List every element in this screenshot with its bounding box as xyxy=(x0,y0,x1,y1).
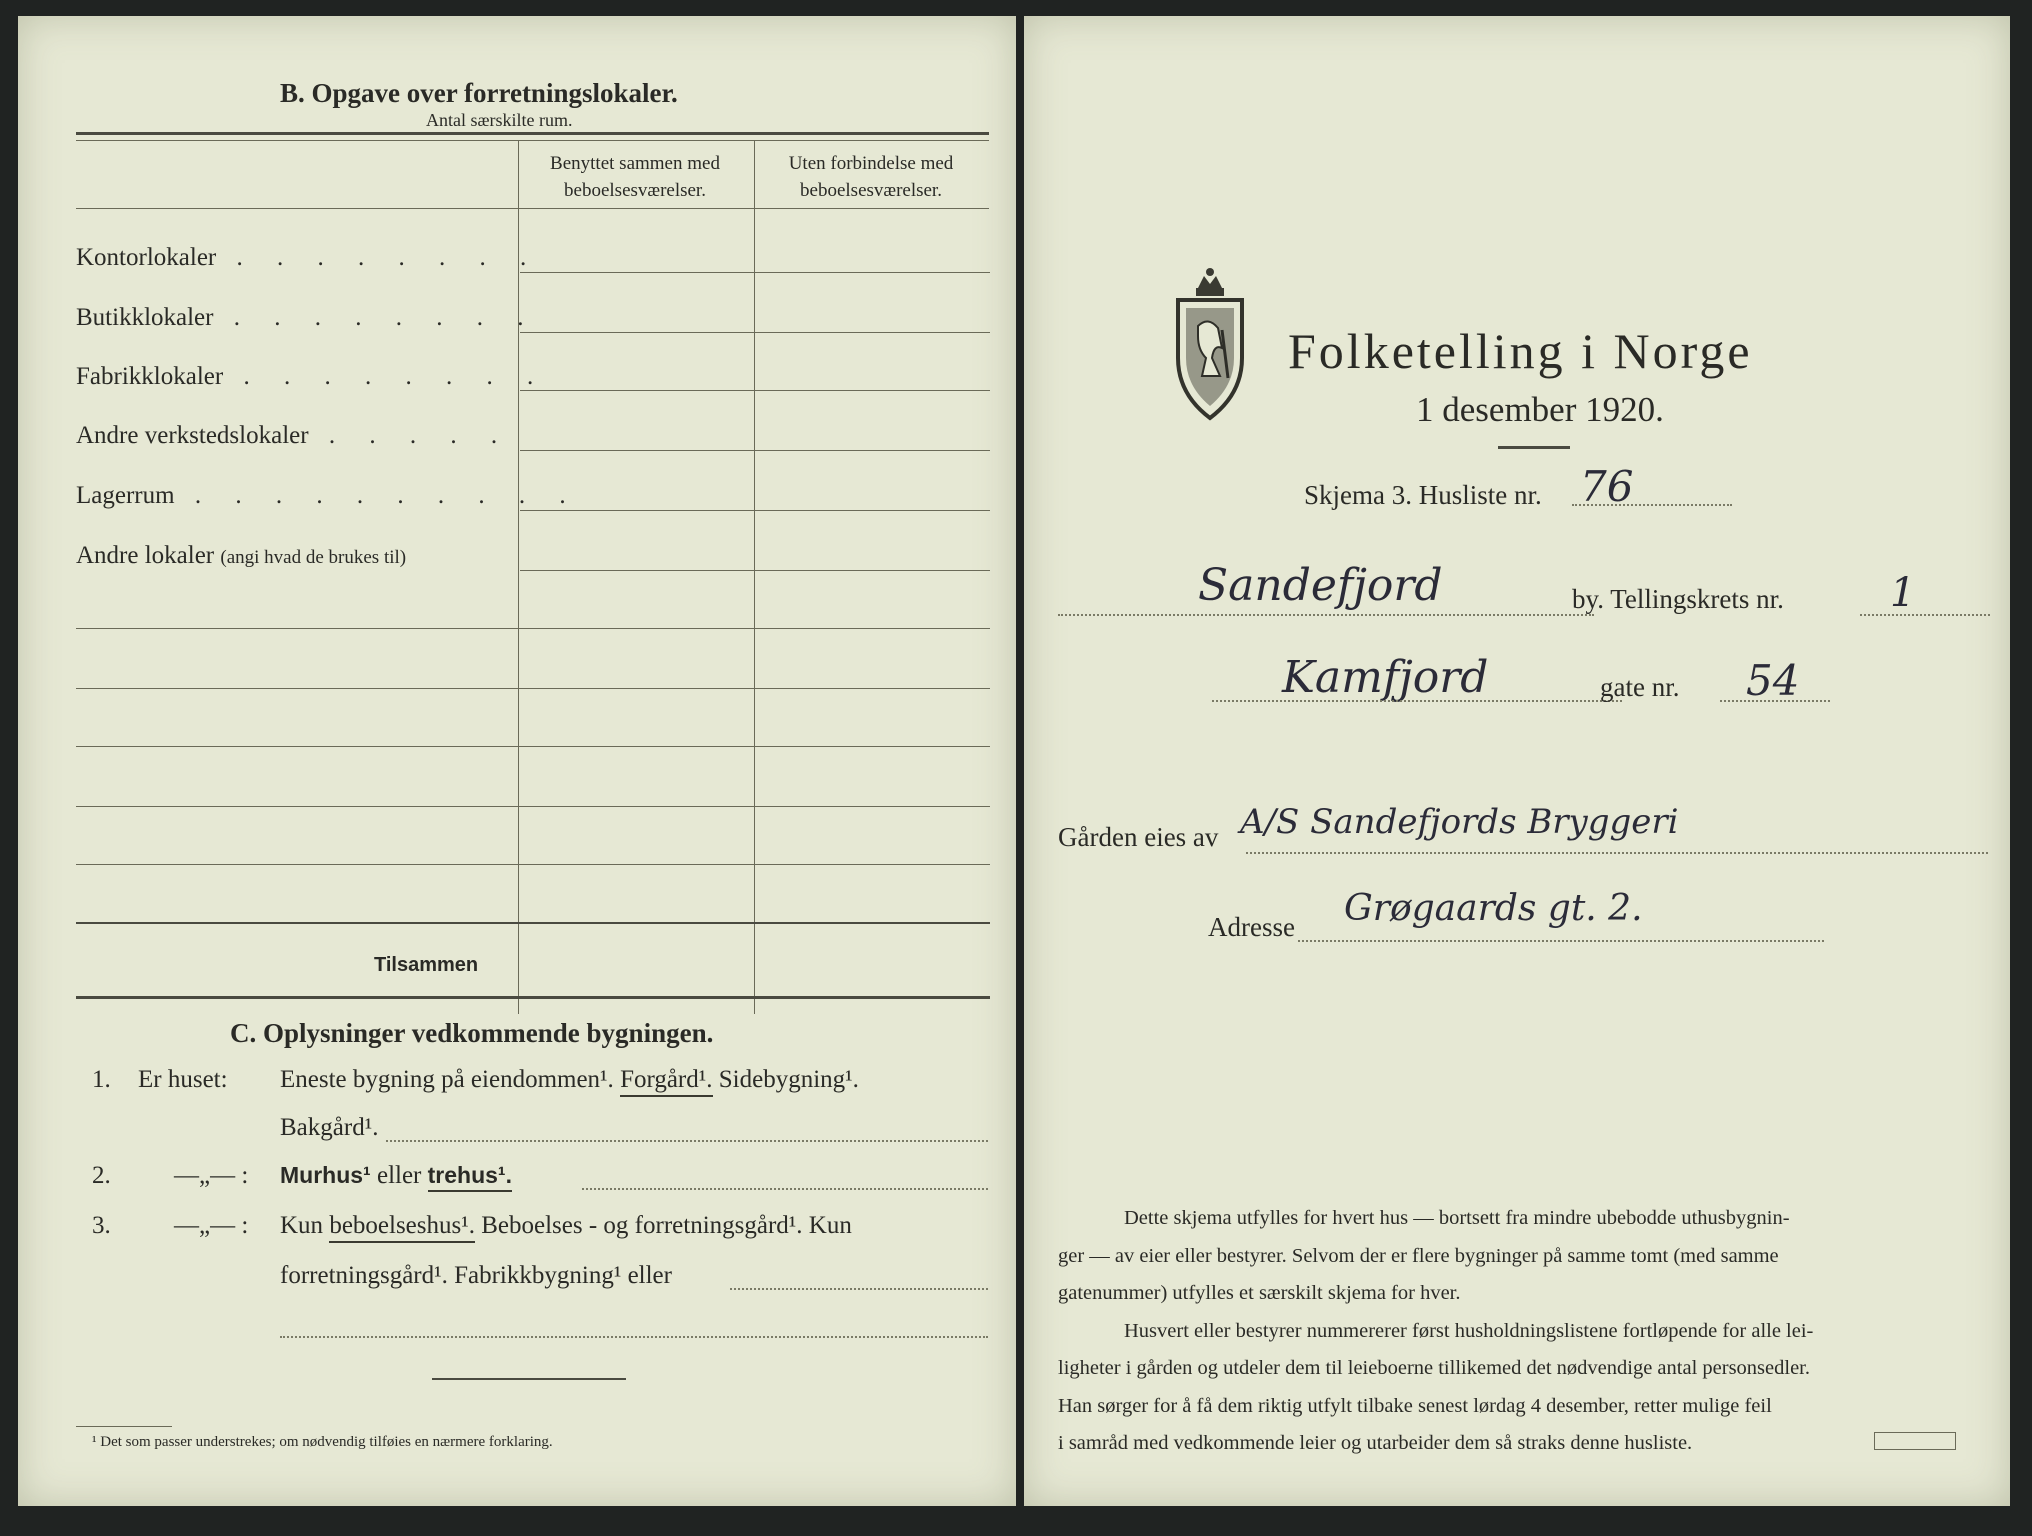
row-rule xyxy=(76,688,990,689)
row-label-verkstedslokaler: Andre verkstedslokaler . . . . . xyxy=(76,422,512,449)
row-rule xyxy=(520,332,990,333)
address-line xyxy=(1298,940,1824,942)
q2-or: eller xyxy=(376,1162,422,1189)
q2-number: 2. xyxy=(92,1162,111,1189)
row-label-andre-lokaler: Andre lokaler (angi hvad de brukes til) xyxy=(76,542,407,569)
gate-line xyxy=(1720,700,1830,702)
column-header-with-dwelling xyxy=(518,150,752,204)
footnote: ¹ Det som passer understrekes; om nødvendig tilføies en nærmere forklaring. xyxy=(92,1434,553,1450)
row-rule xyxy=(76,864,990,865)
q3-option-forretningsgard: forretningsgård¹. Fabrikkbygning¹ eller xyxy=(280,1262,672,1289)
q3-options xyxy=(280,1212,852,1240)
owner-line xyxy=(1246,852,1988,854)
q1-fill-line xyxy=(386,1140,988,1142)
instruction-line: Dette skjema utfylles for hvert hus — bortsett fra mindre ubebodde uthusbygnin- xyxy=(1124,1207,1790,1229)
instruction-line: gatenummer) utfylles et særskilt skjema for hver. xyxy=(1058,1282,1461,1304)
q3-option-beboelseshus: beboelseshus¹. xyxy=(329,1212,475,1243)
q3-label: —„— : xyxy=(174,1212,249,1239)
census-date: 1 desember 1920. xyxy=(1416,390,1664,429)
row-rule xyxy=(520,272,990,273)
instruction-line: ger — av eier eller bestyrer. Selvom der er flere bygninger på samme tomt (med samme xyxy=(1058,1244,1779,1267)
col1-line1: Benyttet sammen med xyxy=(550,153,720,174)
col1-line2: beboelsesværelser. xyxy=(564,180,706,201)
q1-number: 1. xyxy=(92,1066,111,1093)
city-line xyxy=(1058,614,1594,616)
header-bottom-rule xyxy=(76,208,989,209)
street-name[interactable]: Kamfjord xyxy=(1282,652,1489,703)
q1-option-sidebygning: Sidebygning¹. xyxy=(718,1066,859,1093)
q1-label: Er huset: xyxy=(138,1066,228,1093)
street-line xyxy=(1212,700,1622,702)
row-label-lagerrum: Lagerrum . . . . . . . . . . xyxy=(76,482,580,509)
city-name[interactable]: Sandefjord xyxy=(1198,560,1443,611)
section-b-title: B. Opgave over forretningslokaler. xyxy=(280,78,678,108)
q1-option-bakgard: Bakgård¹. xyxy=(280,1114,379,1141)
right-page xyxy=(1024,16,2010,1506)
tellingskrets-number[interactable]: 1 xyxy=(1890,570,1916,616)
husliste-line xyxy=(1572,504,1732,506)
table-top-rule-2 xyxy=(76,140,989,141)
q2-label: —„— : xyxy=(174,1162,249,1189)
row-label-fabrikklokaler: Fabrikklokaler . . . . . . . . xyxy=(76,363,548,390)
table-bottom-rule xyxy=(76,996,990,999)
total-label: Tilsammen xyxy=(374,954,479,976)
q2-option-trehus: trehus¹. xyxy=(428,1162,512,1192)
section-c-end-rule xyxy=(432,1378,626,1380)
q3-kun: Kun xyxy=(280,1212,324,1239)
q1-option-forgard: Forgård¹. xyxy=(620,1066,712,1097)
row-label-butikklokaler: Butikklokaler . . . . . . . . xyxy=(76,304,538,331)
by-tellingskrets-label: by. Tellingskrets nr. xyxy=(1572,584,1784,614)
row-rule xyxy=(76,746,990,747)
column-header-without-dwelling xyxy=(754,150,988,204)
gate-label: gate nr. xyxy=(1600,672,1680,702)
address-label: Adresse xyxy=(1208,912,1295,942)
instruction-line: Han sørger for å få dem riktig utfylt tilbake senest lørdag 4 desember, retter mulige feil xyxy=(1058,1394,1772,1417)
footnote-rule xyxy=(76,1426,172,1427)
table-top-rule xyxy=(76,132,989,135)
col2-line1: Uten forbindelse med xyxy=(788,153,954,174)
col2-line2: beboelsesværelser. xyxy=(800,180,942,201)
instruction-line: Husvert eller bestyrer nummererer først husholdningslistene fortløpende for alle lei- xyxy=(1124,1319,1814,1342)
row-label-kontorlokaler: Kontorlokaler . . . . . . . . xyxy=(76,244,541,271)
owner-address[interactable]: Grøgaards gt. 2. xyxy=(1344,888,1643,929)
q1-options xyxy=(280,1066,859,1094)
owner-name[interactable]: A/S Sandefjords Bryggeri xyxy=(1240,802,1679,842)
instruction-line: ligheter i gården og utdeler dem til leieboerne tillikemed det nødvendige antal personsedler. xyxy=(1058,1357,1810,1379)
row-rule xyxy=(520,450,990,451)
section-c-title: C. Oplysninger vedkommende bygningen. xyxy=(230,1018,714,1048)
coat-of-arms-icon xyxy=(1172,266,1248,432)
q2-option-murhus: Murhus¹ xyxy=(280,1162,371,1188)
krets-line xyxy=(1860,614,1990,616)
schema-label: Skjema 3. Husliste nr. xyxy=(1304,480,1542,510)
q2-options xyxy=(280,1162,512,1190)
row-rule xyxy=(520,510,990,511)
q3-fill-line-2 xyxy=(280,1336,988,1338)
instruction-line: i samråd med vedkommende leier og utarbeider dem så straks denne husliste. xyxy=(1058,1432,1693,1454)
section-b-subtitle: Antal særskilte rum. xyxy=(426,110,573,130)
q3-option-beboelses-forretning: Beboelses - og forretningsgård¹. Kun xyxy=(481,1212,852,1239)
husliste-number[interactable]: 76 xyxy=(1580,462,1634,511)
row-rule xyxy=(76,628,990,629)
date-underline xyxy=(1498,446,1570,449)
q3-fill-line xyxy=(730,1288,988,1290)
q1-option-eneste: Eneste bygning på eiendommen¹. xyxy=(280,1066,614,1093)
q3-number: 3. xyxy=(92,1212,111,1239)
row-rule xyxy=(76,806,990,807)
row-rule xyxy=(520,570,990,571)
total-top-rule xyxy=(76,922,990,924)
q2-fill-line xyxy=(582,1188,988,1190)
instructions-text xyxy=(1058,1200,1962,1463)
left-page xyxy=(18,16,1016,1506)
document-title: Folketelling i Norge xyxy=(1288,323,1753,379)
row-rule xyxy=(520,390,990,391)
owner-label: Gården eies av xyxy=(1058,822,1219,852)
gate-number[interactable]: 54 xyxy=(1746,656,1800,705)
printer-stamp xyxy=(1874,1432,1956,1450)
